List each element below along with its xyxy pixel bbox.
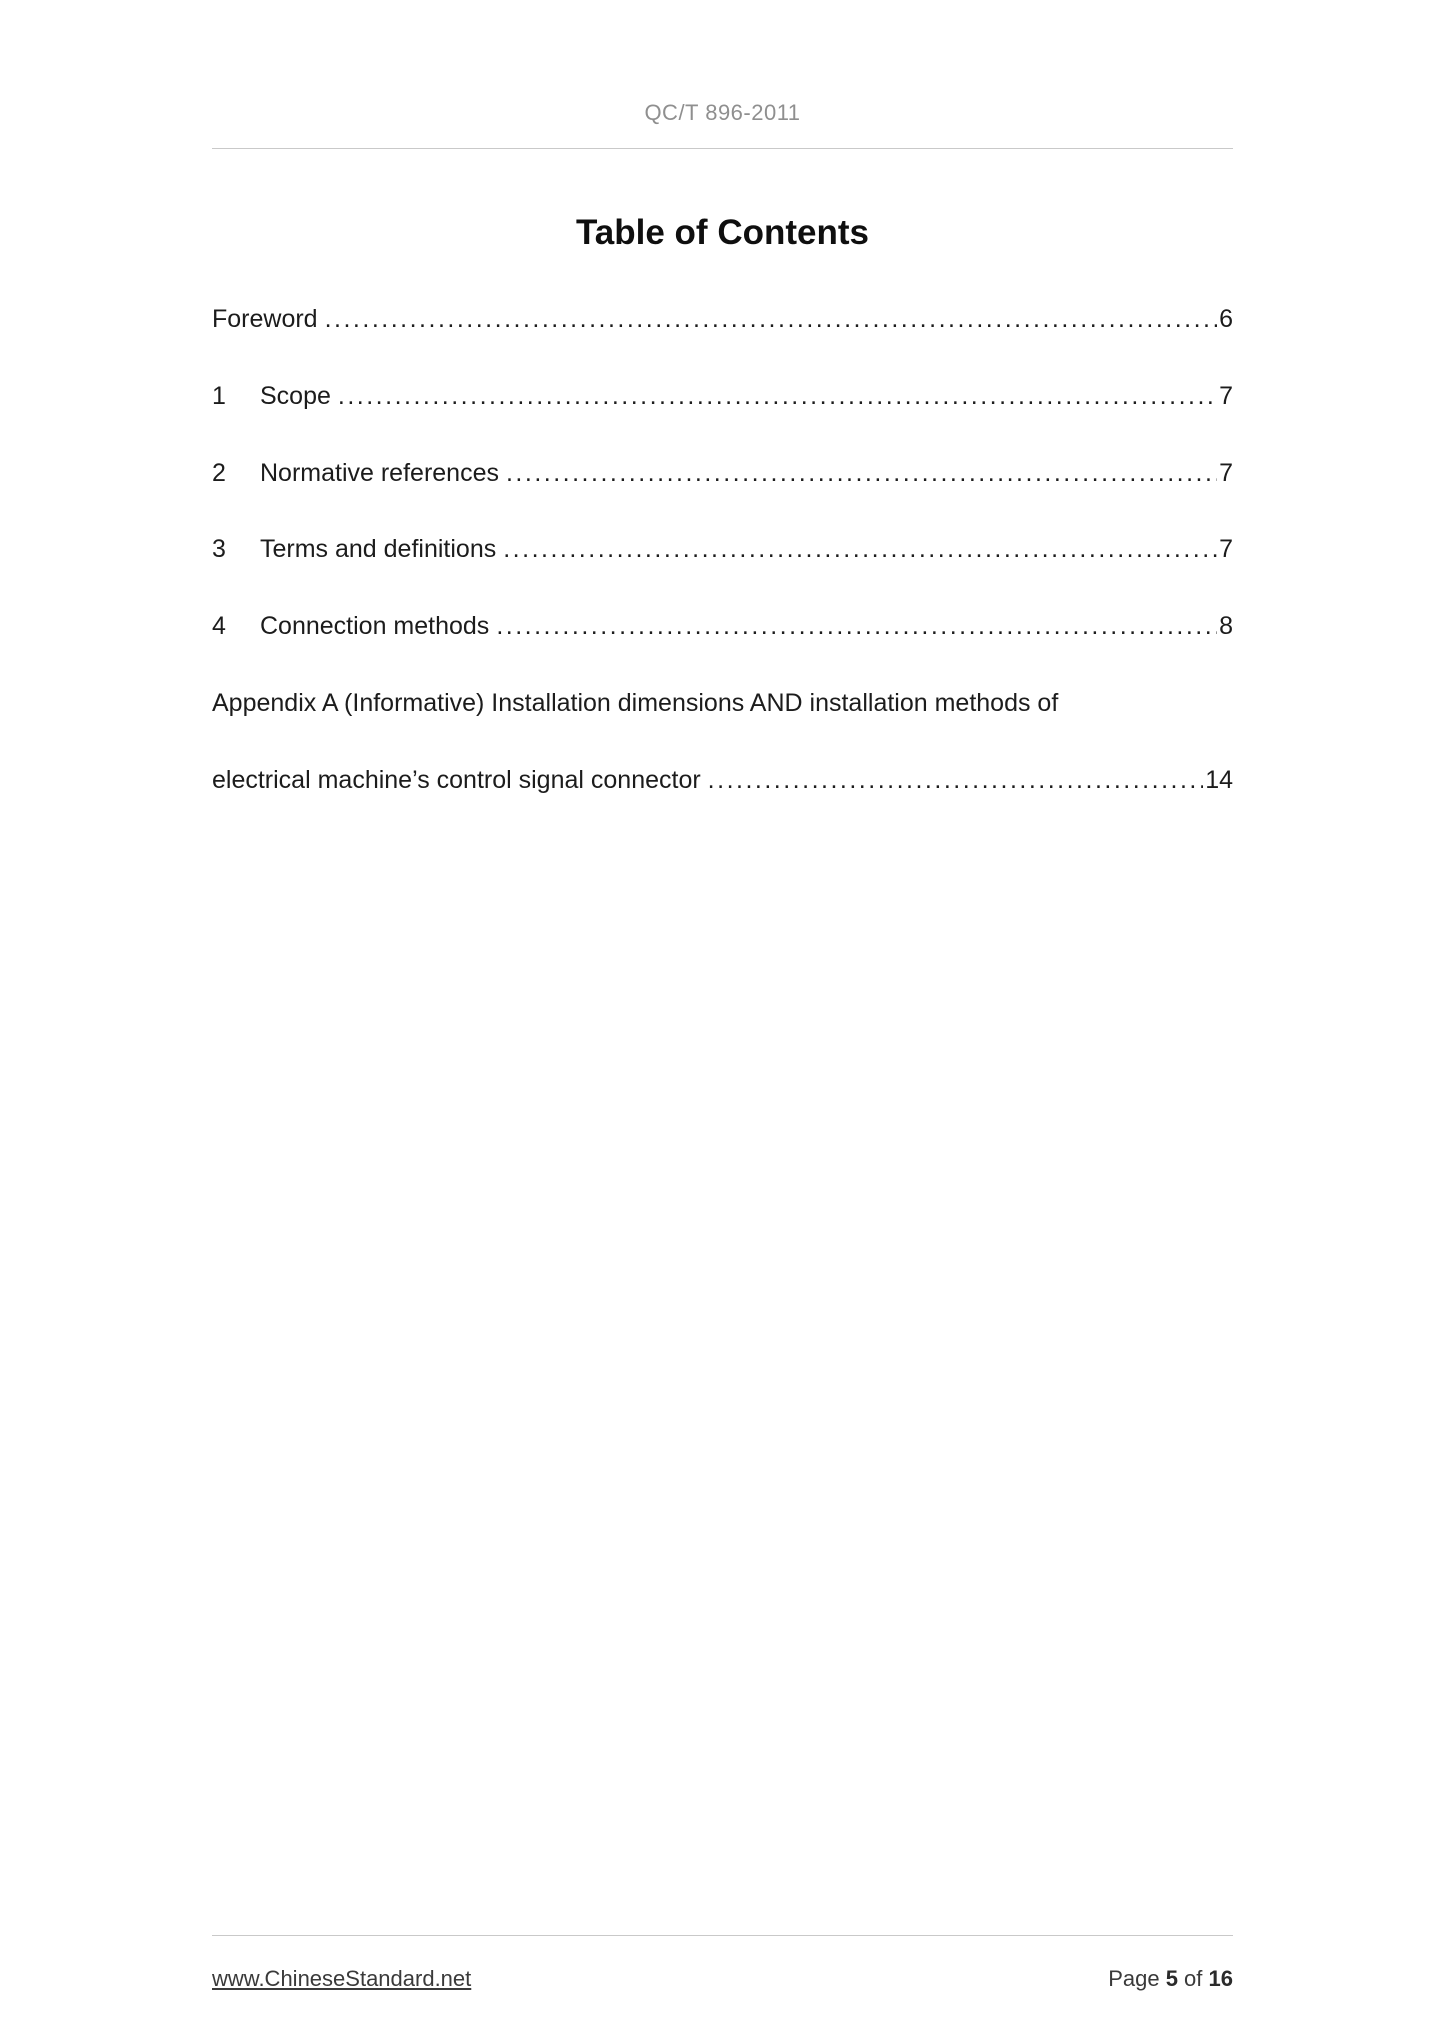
dot-leader [325, 305, 1218, 334]
toc-entry-page: 7 [1219, 535, 1233, 564]
of-word: of [1177, 1966, 1209, 1991]
toc-entry-scope [212, 382, 1233, 411]
toc-entry-number: 4 [212, 612, 226, 640]
page-current: 5 [1165, 1966, 1178, 1991]
toc-entry-label: Normative references [260, 458, 499, 487]
toc-entry-page: 6 [1219, 305, 1233, 333]
toc-entry-label: Terms and definitions [260, 535, 497, 564]
page-word: Page [1108, 1966, 1166, 1991]
dot-leader [506, 459, 1217, 488]
page-total: 16 [1208, 1966, 1233, 1991]
website-link[interactable]: www.ChineseStandard.net [212, 1966, 472, 1991]
footer-divider [212, 1935, 1233, 1936]
toc-entry-label: Foreword [212, 305, 318, 333]
toc-entry-page: 7 [1219, 381, 1233, 410]
toc-entry-foreword [212, 305, 1233, 334]
toc-entry-label: Connection methods [260, 612, 490, 640]
toc-entry-page: 8 [1219, 612, 1233, 640]
table-of-contents [0, 305, 1445, 842]
toc-entry-number: 1 [212, 381, 226, 410]
toc-entry-number: 3 [212, 535, 226, 564]
toc-entry-appendix-line1 [212, 689, 1233, 718]
page-header [0, 0, 1445, 149]
page-indicator [1108, 1966, 1233, 1992]
toc-entry-connection-methods [212, 612, 1233, 641]
toc-entry-page: 7 [1219, 458, 1233, 487]
toc-entry-label: Appendix A (Informative) Installation dimensions AND installation methods of [212, 688, 1059, 717]
toc-entry-appendix-line2 [212, 766, 1233, 795]
toc-entry-number: 2 [212, 458, 226, 487]
page-footer [0, 1935, 1445, 2044]
header-divider [212, 148, 1233, 149]
footer-row [212, 1966, 1233, 1992]
toc-entry-normative-references [212, 459, 1233, 488]
dot-leader [503, 535, 1217, 564]
dot-leader [496, 612, 1217, 641]
toc-entry-terms-definitions [212, 535, 1233, 564]
dot-leader [708, 766, 1204, 795]
toc-entry-label: Scope [260, 381, 331, 410]
page-title: Table of Contents [576, 213, 869, 252]
document-number: QC/T 896-2011 [644, 100, 801, 125]
dot-leader [338, 382, 1217, 411]
toc-entry-label: electrical machine’s control signal connector [212, 765, 701, 794]
toc-entry-page: 14 [1205, 765, 1233, 794]
